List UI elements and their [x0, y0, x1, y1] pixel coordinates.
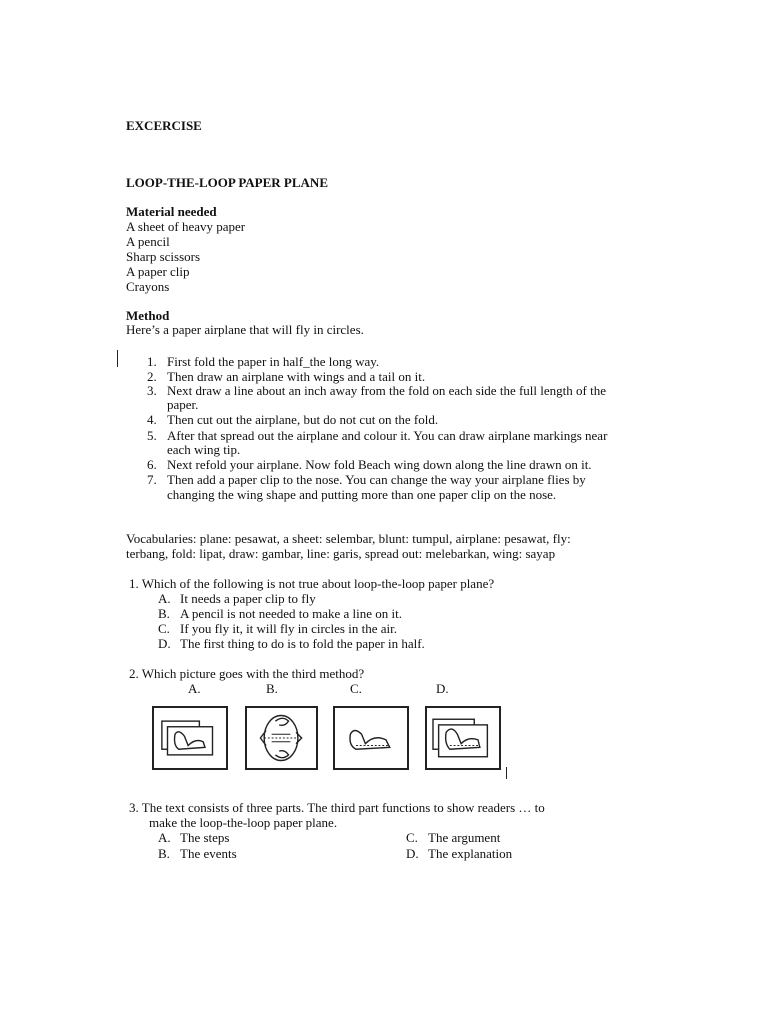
vocabulary-line: Vocabularies: plane: pesawat, a sheet: selembar, blunt: tumpul, airplane: pesawat, fly: [126, 531, 571, 546]
step-text: First fold the paper in half_the long way. [167, 354, 380, 369]
picture-label: D. [436, 681, 449, 696]
option-text: If you fly it, it will fly in circles in the air. [180, 621, 397, 636]
unfolded-airplane-icon [247, 708, 316, 768]
picture-label: C. [350, 681, 362, 696]
material-item: Crayons [126, 279, 170, 294]
option-letter: D. [406, 846, 419, 861]
folded-paper-airplane-icon [154, 708, 226, 768]
option-text: The steps [180, 830, 230, 845]
vocabulary-line: terbang, fold: lipat, draw: gambar, line: garis, spread out: melebarkan, wing: sayap [126, 546, 556, 561]
folded-paper-line-icon [427, 708, 499, 768]
step-text: each wing tip. [167, 442, 241, 457]
option-letter: A. [158, 591, 171, 606]
step-text: Then cut out the airplane, but do not cut on the fold. [167, 412, 439, 427]
step-text: paper. [167, 397, 199, 412]
question-1-stem: 1. Which of the following is not true about loop-the-loop paper plane? [129, 576, 495, 591]
option-text: The explanation [428, 846, 513, 861]
exercise-heading: EXCERCISE [126, 118, 202, 133]
picture-label: A. [188, 681, 201, 696]
step-number: 7. [147, 472, 157, 487]
step-text: Next draw a line about an inch away from the fold on each side the full length of the [167, 383, 606, 398]
option-text: The argument [428, 830, 501, 845]
picture-c[interactable] [333, 706, 409, 770]
option-text: It needs a paper clip to fly [180, 591, 316, 606]
step-number: 5. [147, 428, 157, 443]
picture-a[interactable] [152, 706, 228, 770]
option-letter: C. [406, 830, 418, 845]
option-text: The first thing to do is to fold the paper in half. [180, 636, 425, 651]
material-item: A sheet of heavy paper [126, 219, 246, 234]
materials-heading: Material needed [126, 204, 217, 219]
option-letter: A. [158, 830, 171, 845]
question-3-stem: make the loop-the-loop paper plane. [149, 815, 338, 830]
step-text: Then draw an airplane with wings and a tail on it. [167, 369, 426, 384]
cut-airplane-icon [335, 708, 407, 768]
question-3-stem: 3. The text consists of three parts. The third part functions to show readers … to [129, 800, 545, 815]
picture-label: B. [266, 681, 278, 696]
option-letter: B. [158, 846, 170, 861]
text-cursor [117, 350, 118, 367]
step-text: Next refold your airplane. Now fold Beach wing down along the line drawn on it. [167, 457, 592, 472]
method-heading: Method [126, 308, 170, 323]
step-text: After that spread out the airplane and colour it. You can draw airplane markings near [167, 428, 608, 443]
step-number: 6. [147, 457, 157, 472]
step-text: changing the wing shape and putting more than one paper clip on the nose. [167, 487, 557, 502]
step-number: 2. [147, 369, 157, 384]
question-2-stem: 2. Which picture goes with the third method? [129, 666, 365, 681]
option-letter: D. [158, 636, 171, 651]
material-item: A pencil [126, 234, 170, 249]
document-title: LOOP-THE-LOOP PAPER PLANE [126, 175, 328, 190]
option-letter: B. [158, 606, 170, 621]
option-text: The events [180, 846, 237, 861]
step-number: 3. [147, 383, 157, 398]
picture-b[interactable] [245, 706, 318, 770]
method-intro: Here’s a paper airplane that will fly in circles. [126, 322, 364, 337]
step-number: 4. [147, 412, 157, 427]
step-text: Then add a paper clip to the nose. You can change the way your airplane flies by [167, 472, 586, 487]
option-text: A pencil is not needed to make a line on it. [180, 606, 403, 621]
picture-d[interactable] [425, 706, 501, 770]
text-cursor [506, 767, 507, 779]
material-item: A paper clip [126, 264, 190, 279]
step-number: 1. [147, 354, 157, 369]
material-item: Sharp scissors [126, 249, 201, 264]
option-letter: C. [158, 621, 170, 636]
